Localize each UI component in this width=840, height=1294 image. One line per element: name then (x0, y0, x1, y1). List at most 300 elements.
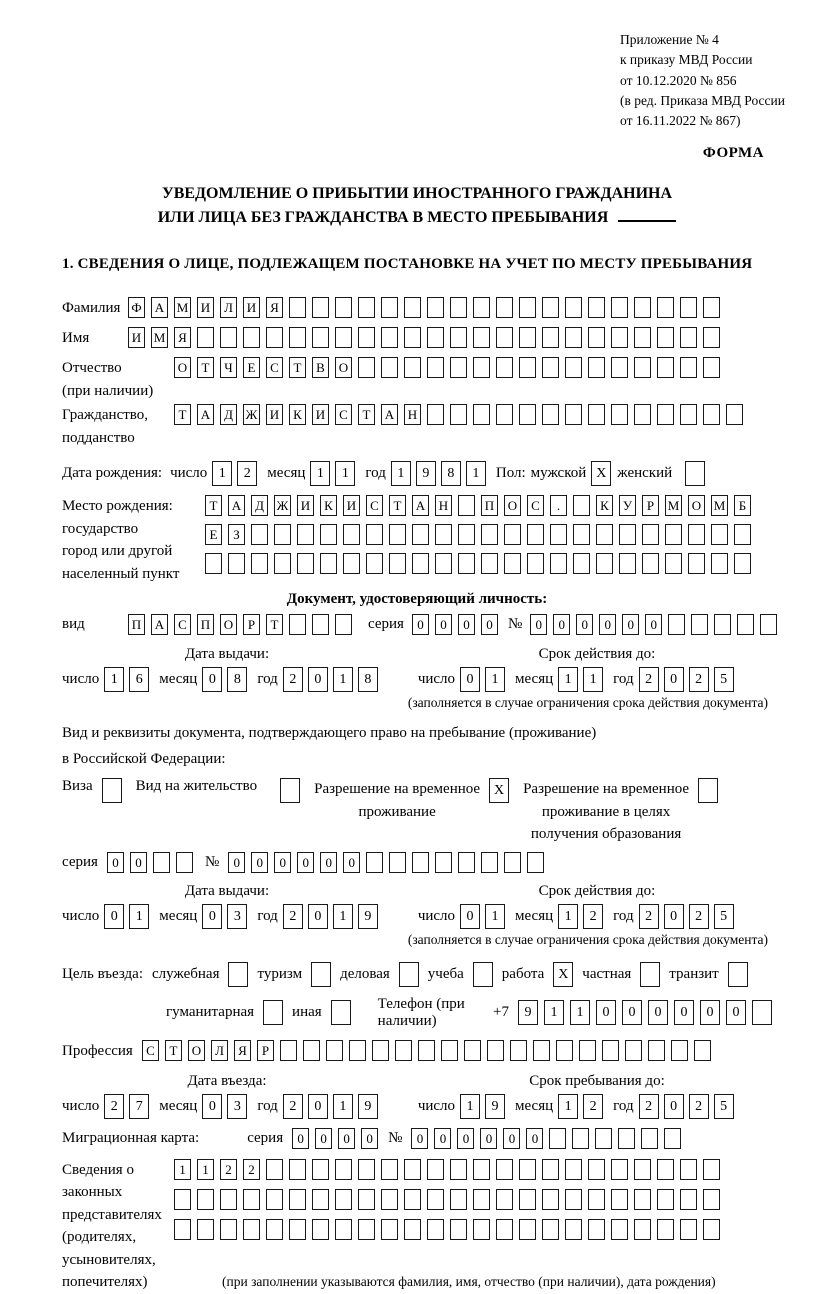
char-cell[interactable]: 0 (202, 904, 222, 929)
char-cell[interactable] (657, 404, 674, 425)
char-cell[interactable] (504, 524, 521, 545)
char-cell[interactable]: Т (289, 357, 306, 378)
char-cell[interactable]: 1 (333, 1094, 353, 1119)
char-cell[interactable]: М (151, 327, 168, 348)
char-cell[interactable]: 2 (104, 1094, 124, 1119)
char-cell[interactable]: 2 (283, 904, 303, 929)
char-cell[interactable] (381, 357, 398, 378)
char-cell[interactable] (289, 1189, 306, 1210)
char-cell[interactable] (634, 357, 651, 378)
char-cell[interactable] (243, 1219, 260, 1240)
char-cell[interactable] (311, 962, 331, 987)
legal-reps-row3-input[interactable] (174, 1219, 720, 1240)
char-cell[interactable] (611, 297, 628, 318)
char-cell[interactable] (435, 524, 452, 545)
char-cell[interactable]: Т (197, 357, 214, 378)
doc-valid-day-input[interactable] (460, 667, 505, 692)
char-cell[interactable] (703, 1219, 720, 1240)
char-cell[interactable] (473, 327, 490, 348)
char-cell[interactable] (519, 1219, 536, 1240)
char-cell[interactable] (404, 1159, 421, 1180)
char-cell[interactable]: 0 (481, 614, 498, 635)
char-cell[interactable] (640, 962, 660, 987)
char-cell[interactable]: 1 (333, 667, 353, 692)
char-cell[interactable] (657, 1219, 674, 1240)
char-cell[interactable] (542, 1219, 559, 1240)
residence-series-input[interactable] (107, 852, 193, 873)
char-cell[interactable]: 0 (308, 667, 328, 692)
char-cell[interactable]: 0 (412, 614, 429, 635)
char-cell[interactable] (572, 1128, 589, 1149)
char-cell[interactable] (542, 404, 559, 425)
char-cell[interactable]: 9 (358, 1094, 378, 1119)
char-cell[interactable] (496, 1189, 513, 1210)
char-cell[interactable] (427, 357, 444, 378)
char-cell[interactable]: С (174, 614, 191, 635)
char-cell[interactable] (519, 297, 536, 318)
char-cell[interactable] (496, 404, 513, 425)
char-cell[interactable]: 8 (227, 667, 247, 692)
char-cell[interactable]: О (688, 495, 705, 516)
char-cell[interactable] (611, 1189, 628, 1210)
char-cell[interactable] (680, 1219, 697, 1240)
char-cell[interactable] (389, 553, 406, 574)
char-cell[interactable] (714, 614, 731, 635)
char-cell[interactable] (588, 327, 605, 348)
char-cell[interactable]: А (381, 404, 398, 425)
char-cell[interactable]: 1 (583, 667, 603, 692)
char-cell[interactable] (698, 778, 718, 803)
char-cell[interactable]: 1 (212, 461, 232, 486)
char-cell[interactable] (389, 524, 406, 545)
char-cell[interactable] (435, 553, 452, 574)
char-cell[interactable]: Т (165, 1040, 182, 1061)
char-cell[interactable] (366, 852, 383, 873)
doc-issue-year-input[interactable] (283, 667, 378, 692)
purpose-business-checkbox[interactable] (399, 962, 419, 987)
char-cell[interactable]: Я (174, 327, 191, 348)
char-cell[interactable] (611, 404, 628, 425)
char-cell[interactable]: 1 (570, 1000, 590, 1025)
char-cell[interactable] (694, 1040, 711, 1061)
char-cell[interactable] (657, 357, 674, 378)
char-cell[interactable] (303, 1040, 320, 1061)
char-cell[interactable]: 0 (297, 852, 314, 873)
char-cell[interactable] (596, 524, 613, 545)
char-cell[interactable] (665, 553, 682, 574)
char-cell[interactable]: 0 (292, 1128, 309, 1149)
char-cell[interactable]: 0 (228, 852, 245, 873)
char-cell[interactable] (174, 1219, 191, 1240)
char-cell[interactable] (473, 297, 490, 318)
char-cell[interactable] (588, 1159, 605, 1180)
char-cell[interactable] (335, 327, 352, 348)
char-cell[interactable] (573, 524, 590, 545)
char-cell[interactable] (703, 404, 720, 425)
char-cell[interactable]: 0 (457, 1128, 474, 1149)
char-cell[interactable]: X (553, 962, 573, 987)
char-cell[interactable]: И (197, 297, 214, 318)
char-cell[interactable]: 0 (361, 1128, 378, 1149)
char-cell[interactable] (618, 1128, 635, 1149)
char-cell[interactable]: Л (220, 297, 237, 318)
char-cell[interactable]: 9 (358, 904, 378, 929)
char-cell[interactable]: 0 (274, 852, 291, 873)
char-cell[interactable] (427, 1159, 444, 1180)
char-cell[interactable] (263, 1000, 283, 1025)
char-cell[interactable]: 1 (129, 904, 149, 929)
char-cell[interactable]: О (220, 614, 237, 635)
char-cell[interactable]: 0 (480, 1128, 497, 1149)
char-cell[interactable]: Т (266, 614, 283, 635)
sex-female-checkbox[interactable] (685, 461, 705, 486)
char-cell[interactable] (565, 327, 582, 348)
char-cell[interactable]: 0 (202, 1094, 222, 1119)
char-cell[interactable]: И (243, 297, 260, 318)
char-cell[interactable] (703, 357, 720, 378)
char-cell[interactable]: 0 (664, 1094, 684, 1119)
char-cell[interactable]: Б (734, 495, 751, 516)
char-cell[interactable] (711, 524, 728, 545)
char-cell[interactable]: 7 (129, 1094, 149, 1119)
visa-checkbox[interactable] (102, 778, 122, 803)
char-cell[interactable] (289, 1219, 306, 1240)
char-cell[interactable] (565, 1219, 582, 1240)
char-cell[interactable]: С (527, 495, 544, 516)
char-cell[interactable]: 2 (283, 1094, 303, 1119)
purpose-study-checkbox[interactable] (473, 962, 493, 987)
char-cell[interactable]: 0 (458, 614, 475, 635)
char-cell[interactable]: С (266, 357, 283, 378)
char-cell[interactable]: 2 (689, 667, 709, 692)
char-cell[interactable] (450, 357, 467, 378)
char-cell[interactable] (550, 553, 567, 574)
char-cell[interactable] (343, 524, 360, 545)
char-cell[interactable] (671, 1040, 688, 1061)
char-cell[interactable] (153, 852, 170, 873)
char-cell[interactable]: Я (266, 297, 283, 318)
char-cell[interactable] (412, 553, 429, 574)
char-cell[interactable]: Л (211, 1040, 228, 1061)
residence-number-input[interactable] (228, 852, 544, 873)
char-cell[interactable] (703, 1159, 720, 1180)
char-cell[interactable] (657, 1189, 674, 1210)
doc-series-input[interactable] (412, 614, 498, 635)
char-cell[interactable]: 1 (197, 1159, 214, 1180)
char-cell[interactable]: 2 (689, 1094, 709, 1119)
char-cell[interactable]: П (197, 614, 214, 635)
char-cell[interactable] (481, 852, 498, 873)
char-cell[interactable]: 1 (333, 904, 353, 929)
char-cell[interactable]: 5 (714, 904, 734, 929)
char-cell[interactable] (266, 1159, 283, 1180)
char-cell[interactable]: 2 (689, 904, 709, 929)
doc-type-input[interactable] (128, 614, 352, 635)
char-cell[interactable] (588, 1219, 605, 1240)
char-cell[interactable]: И (297, 495, 314, 516)
char-cell[interactable] (243, 327, 260, 348)
char-cell[interactable]: Е (205, 524, 222, 545)
char-cell[interactable] (312, 1159, 329, 1180)
char-cell[interactable] (496, 1219, 513, 1240)
char-cell[interactable] (588, 404, 605, 425)
char-cell[interactable] (389, 852, 406, 873)
entry-year-input[interactable] (283, 1094, 378, 1119)
char-cell[interactable] (588, 357, 605, 378)
char-cell[interactable] (102, 778, 122, 803)
char-cell[interactable] (703, 327, 720, 348)
char-cell[interactable]: 0 (434, 1128, 451, 1149)
doc-issue-month-input[interactable] (202, 667, 247, 692)
char-cell[interactable] (473, 404, 490, 425)
purpose-tourism-checkbox[interactable] (311, 962, 331, 987)
char-cell[interactable] (611, 327, 628, 348)
char-cell[interactable] (619, 553, 636, 574)
char-cell[interactable] (372, 1040, 389, 1061)
char-cell[interactable] (634, 1219, 651, 1240)
char-cell[interactable] (542, 327, 559, 348)
char-cell[interactable] (228, 962, 248, 987)
char-cell[interactable]: 9 (416, 461, 436, 486)
char-cell[interactable] (297, 524, 314, 545)
char-cell[interactable] (691, 614, 708, 635)
char-cell[interactable]: 3 (227, 1094, 247, 1119)
char-cell[interactable] (220, 1189, 237, 1210)
char-cell[interactable] (412, 524, 429, 545)
char-cell[interactable] (274, 524, 291, 545)
char-cell[interactable] (680, 327, 697, 348)
char-cell[interactable] (366, 553, 383, 574)
residence-valid-day-input[interactable] (460, 904, 505, 929)
char-cell[interactable]: X (591, 461, 611, 486)
char-cell[interactable]: 2 (639, 1094, 659, 1119)
char-cell[interactable] (404, 1189, 421, 1210)
legal-reps-row2-input[interactable] (174, 1189, 720, 1210)
char-cell[interactable]: 0 (622, 614, 639, 635)
char-cell[interactable]: X (489, 778, 509, 803)
char-cell[interactable] (481, 524, 498, 545)
char-cell[interactable] (274, 553, 291, 574)
purpose-official-checkbox[interactable] (228, 962, 248, 987)
char-cell[interactable] (435, 852, 452, 873)
char-cell[interactable]: Е (243, 357, 260, 378)
char-cell[interactable]: 1 (485, 904, 505, 929)
char-cell[interactable] (668, 614, 685, 635)
char-cell[interactable] (220, 327, 237, 348)
profession-input[interactable] (142, 1040, 711, 1061)
char-cell[interactable]: 1 (310, 461, 330, 486)
char-cell[interactable]: 0 (343, 852, 360, 873)
char-cell[interactable]: О (335, 357, 352, 378)
char-cell[interactable]: И (266, 404, 283, 425)
char-cell[interactable] (510, 1040, 527, 1061)
char-cell[interactable] (641, 1128, 658, 1149)
char-cell[interactable] (634, 297, 651, 318)
char-cell[interactable]: 0 (503, 1128, 520, 1149)
char-cell[interactable]: З (228, 524, 245, 545)
char-cell[interactable] (197, 1219, 214, 1240)
char-cell[interactable] (595, 1128, 612, 1149)
residence-issue-month-input[interactable] (202, 904, 247, 929)
char-cell[interactable] (625, 1040, 642, 1061)
char-cell[interactable] (542, 1189, 559, 1210)
char-cell[interactable] (251, 553, 268, 574)
char-cell[interactable] (634, 404, 651, 425)
char-cell[interactable]: М (174, 297, 191, 318)
char-cell[interactable]: 0 (553, 614, 570, 635)
char-cell[interactable] (549, 1128, 566, 1149)
char-cell[interactable] (289, 614, 306, 635)
char-cell[interactable]: 0 (130, 852, 147, 873)
char-cell[interactable]: 0 (648, 1000, 668, 1025)
char-cell[interactable] (473, 1189, 490, 1210)
char-cell[interactable]: 0 (596, 1000, 616, 1025)
char-cell[interactable] (289, 1159, 306, 1180)
char-cell[interactable] (573, 495, 590, 516)
char-cell[interactable]: 8 (441, 461, 461, 486)
char-cell[interactable] (335, 1219, 352, 1240)
char-cell[interactable]: 1 (485, 667, 505, 692)
migration-series-input[interactable] (292, 1128, 378, 1149)
char-cell[interactable] (381, 327, 398, 348)
char-cell[interactable]: К (320, 495, 337, 516)
char-cell[interactable]: 6 (129, 667, 149, 692)
residence-valid-year-input[interactable] (639, 904, 734, 929)
char-cell[interactable] (611, 357, 628, 378)
char-cell[interactable]: 0 (435, 614, 452, 635)
char-cell[interactable] (381, 1189, 398, 1210)
char-cell[interactable] (565, 357, 582, 378)
char-cell[interactable] (680, 1189, 697, 1210)
char-cell[interactable] (335, 1189, 352, 1210)
char-cell[interactable]: Т (358, 404, 375, 425)
char-cell[interactable] (473, 357, 490, 378)
char-cell[interactable] (399, 962, 419, 987)
char-cell[interactable]: 2 (283, 667, 303, 692)
char-cell[interactable]: 0 (338, 1128, 355, 1149)
char-cell[interactable]: 0 (526, 1128, 543, 1149)
char-cell[interactable]: Н (404, 404, 421, 425)
char-cell[interactable]: 0 (530, 614, 547, 635)
char-cell[interactable]: 1 (544, 1000, 564, 1025)
char-cell[interactable] (519, 357, 536, 378)
char-cell[interactable] (533, 1040, 550, 1061)
char-cell[interactable] (565, 1159, 582, 1180)
char-cell[interactable] (657, 297, 674, 318)
char-cell[interactable] (441, 1040, 458, 1061)
char-cell[interactable]: У (619, 495, 636, 516)
char-cell[interactable] (519, 1189, 536, 1210)
temp-residence-edu-checkbox[interactable] (698, 778, 718, 803)
char-cell[interactable] (648, 1040, 665, 1061)
char-cell[interactable]: 1 (558, 904, 578, 929)
char-cell[interactable] (752, 1000, 772, 1025)
doc-number-input[interactable] (530, 614, 777, 635)
char-cell[interactable] (542, 1159, 559, 1180)
char-cell[interactable] (404, 357, 421, 378)
char-cell[interactable] (657, 1159, 674, 1180)
char-cell[interactable]: 0 (460, 904, 480, 929)
char-cell[interactable] (473, 1159, 490, 1180)
char-cell[interactable] (174, 1189, 191, 1210)
char-cell[interactable] (458, 553, 475, 574)
char-cell[interactable] (588, 297, 605, 318)
char-cell[interactable]: 9 (518, 1000, 538, 1025)
char-cell[interactable] (542, 297, 559, 318)
char-cell[interactable] (685, 461, 705, 486)
char-cell[interactable] (734, 524, 751, 545)
char-cell[interactable] (404, 1219, 421, 1240)
char-cell[interactable] (602, 1040, 619, 1061)
char-cell[interactable]: 2 (220, 1159, 237, 1180)
char-cell[interactable] (450, 1189, 467, 1210)
char-cell[interactable] (519, 404, 536, 425)
char-cell[interactable] (734, 553, 751, 574)
char-cell[interactable]: 1 (335, 461, 355, 486)
char-cell[interactable] (481, 553, 498, 574)
char-cell[interactable] (496, 327, 513, 348)
char-cell[interactable] (565, 1189, 582, 1210)
char-cell[interactable]: Ч (220, 357, 237, 378)
char-cell[interactable] (197, 1189, 214, 1210)
char-cell[interactable] (556, 1040, 573, 1061)
char-cell[interactable]: 8 (358, 667, 378, 692)
char-cell[interactable] (703, 297, 720, 318)
char-cell[interactable] (450, 297, 467, 318)
char-cell[interactable] (358, 1219, 375, 1240)
char-cell[interactable]: М (665, 495, 682, 516)
doc-valid-year-input[interactable] (639, 667, 734, 692)
char-cell[interactable] (326, 1040, 343, 1061)
residence-issue-day-input[interactable] (104, 904, 149, 929)
char-cell[interactable]: 2 (639, 904, 659, 929)
char-cell[interactable] (404, 327, 421, 348)
residence-valid-month-input[interactable] (558, 904, 603, 929)
char-cell[interactable]: С (366, 495, 383, 516)
char-cell[interactable]: 0 (576, 614, 593, 635)
char-cell[interactable]: Д (220, 404, 237, 425)
char-cell[interactable] (266, 327, 283, 348)
migration-number-input[interactable] (411, 1128, 681, 1149)
char-cell[interactable]: С (142, 1040, 159, 1061)
char-cell[interactable] (588, 1189, 605, 1210)
char-cell[interactable]: К (596, 495, 613, 516)
char-cell[interactable] (450, 1159, 467, 1180)
char-cell[interactable]: 0 (202, 667, 222, 692)
char-cell[interactable]: 0 (674, 1000, 694, 1025)
char-cell[interactable]: 0 (411, 1128, 428, 1149)
char-cell[interactable] (251, 524, 268, 545)
char-cell[interactable] (642, 524, 659, 545)
char-cell[interactable]: 1 (558, 667, 578, 692)
char-cell[interactable] (688, 553, 705, 574)
char-cell[interactable] (312, 614, 329, 635)
char-cell[interactable] (487, 1040, 504, 1061)
char-cell[interactable] (642, 553, 659, 574)
char-cell[interactable] (519, 1159, 536, 1180)
birth-day-input[interactable] (212, 461, 257, 486)
char-cell[interactable]: 9 (485, 1094, 505, 1119)
char-cell[interactable]: 0 (320, 852, 337, 873)
char-cell[interactable] (176, 852, 193, 873)
char-cell[interactable]: О (174, 357, 191, 378)
doc-issue-day-input[interactable] (104, 667, 149, 692)
char-cell[interactable] (496, 297, 513, 318)
char-cell[interactable]: 0 (700, 1000, 720, 1025)
char-cell[interactable] (358, 1159, 375, 1180)
char-cell[interactable] (565, 297, 582, 318)
char-cell[interactable]: Я (234, 1040, 251, 1061)
